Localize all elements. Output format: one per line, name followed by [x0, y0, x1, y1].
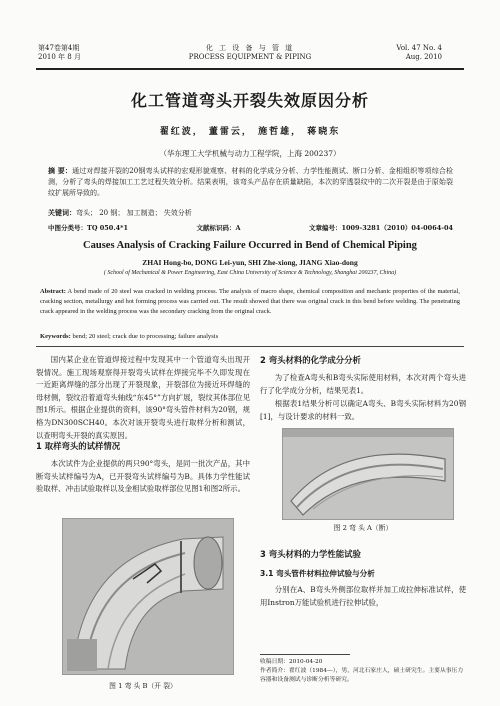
document-code: 文献标识码：A: [196, 224, 241, 232]
english-abstract: [40, 287, 460, 317]
section-2-paragraph-1: 为了检查A弯头和B弯头实际使用材料，本次对两个弯头进行了化学成分分析，结果见表1。: [260, 373, 466, 395]
classification-row: [48, 223, 453, 232]
english-keywords-text: bend; 20 steel; crack due to processing; failure analysis: [72, 333, 219, 340]
english-affiliation: ( School of Mechanical & Power Engineering, East China University of Science & Technology, Shanghai 200237, China): [103, 270, 397, 276]
header-month: Aug. 2010: [405, 53, 442, 61]
keywords-cn-text: 弯头； 20 钢； 加工制造； 失效分析: [76, 209, 192, 217]
pipe-bend-b-image: [63, 519, 233, 674]
figure-2-caption: 图 2 弯 头 A（断）: [333, 524, 393, 532]
footnote: [260, 658, 466, 685]
intro-paragraph: 国内某企业在管道焊接过程中发现其中一个管道弯头出现开裂情况。施工现场观察得开裂弯头试样在焊接完毕不久即发现在一近距离焊缝的部分出现了开裂现象，开裂部位为接近环焊缝的母材侧，裂纹沿着道弯头轴线“东45°”方向扩展，裂纹其体部位见图1所示。根据企业提供的资料，该90°弯头管件材料为20钢，规格为DN300SCH40。本次对该开裂弯头进行取样分析和测试，以查明弯头开裂的真实原因。: [36, 355, 250, 440]
section-1-heading: 1 取样弯头的试样情况: [36, 441, 121, 451]
section-2-heading: 2 弯头材料的化学成分分析: [260, 355, 361, 365]
clc-number: 中图分类号：TQ 050.4*1: [48, 224, 129, 232]
english-title: Causes Analysis of Cracking Failure Occurred in Bend of Chemical Piping: [83, 240, 417, 251]
footnote-divider: [260, 654, 350, 655]
article-number: 文章编号：1009-3281（2010）04-0064-04: [308, 224, 453, 232]
figure-2-photo: [282, 428, 454, 520]
header-volume: Vol. 47 No. 4: [396, 44, 442, 52]
authors-cn: 翟红波， 董雷云， 施哲雄， 蒋晓东: [159, 127, 341, 137]
section-3-heading: 3 弯头材料的力学性能试验: [260, 549, 361, 559]
header-journal-cn: 化 工 设 备 与 管 道: [205, 44, 295, 52]
page-title: 化工管道弯头开裂失效原因分析: [130, 91, 369, 110]
header-journal-en: PROCESS EQUIPMENT & PIPING: [188, 53, 312, 61]
header-divider: [36, 68, 464, 70]
abstract-cn-text: 通过对焊接开裂的20钢弯头试样的宏观形貌观察、材料的化学成分分析、力学性能测试、断口分析、金相组织等项综合检测，分析了弯头的焊接加工工艺过程失效分析。结果表明，该弯头产品存在质量缺陷，本次的穿透裂纹中的二次开裂是由于原始裂纹扩展所导致的。: [48, 167, 454, 197]
section-3-1-heading: 3.1 弯头管件材料拉伸试验与分析: [260, 569, 375, 578]
journal-volume-en: [396, 44, 442, 62]
figure-1-photo: [62, 518, 234, 675]
author-bio: 作者简介：翟红波（1984—），男，河北石家庄人，硕士研究生。主要从事压力容器和设备测试与诊断分析等研究。: [260, 668, 464, 683]
section-3-1-paragraph: 分别在A、B弯头外侧部位取样并加工成拉伸标准试样，使用Instron万能试验机进行拉伸试验，: [260, 585, 466, 607]
abstract-cn-label: 摘 要：: [48, 166, 73, 175]
keywords-cn: [48, 208, 453, 218]
received-date: 收稿日期：2010-04-20: [260, 659, 323, 665]
english-abstract-text: A bend made of 20 steel was cracked in welding process. The analysis of macro shape, chemical composition and mechanic properties of the material, cracking section, metallurgy and hot forming process was carried out. The result showed that there was original crack in this bend before welding. The penetrating crack appeared in the welding process was the secondary cracking from the original crack.: [40, 288, 460, 315]
english-keywords-label: Keywords:: [40, 333, 71, 340]
header-date: 2010 年 8 月: [38, 53, 81, 61]
affiliation-cn: （华东理工大学机械与动力工程学院，上海 200237）: [159, 149, 341, 158]
abstract-cn: [48, 165, 453, 199]
abstract-divider: [36, 346, 464, 347]
pipe-bend-a-image: [283, 429, 453, 519]
english-keywords: [40, 333, 460, 340]
keywords-cn-label: 关键词：: [48, 208, 76, 217]
english-abstract-label: Abstract:: [40, 288, 66, 295]
english-authors: ZHAI Hong-bo, DONG Lei-yun, SHI Zhe-xiong, JIANG Xiao-dong: [142, 258, 358, 267]
figure-1-caption: 图 1 弯 头 B（开 裂）: [109, 682, 177, 690]
header-issue: 第47卷第4期: [38, 44, 80, 52]
section-1-paragraph: 本次试件为企业提供的两只90°弯头，是同一批次产品，其中断弯头试样编号为A，已开裂弯头试样编号为B。具体力学性能试验取样、冲击试验取样以及金相试验取样部位见图1和图2所示。: [36, 459, 250, 494]
section-2-paragraph-2: 根据表1结果分析可以确定A弯头、B弯头实际材料为20钢[1]，与设计要求的材料一致。: [260, 399, 466, 421]
